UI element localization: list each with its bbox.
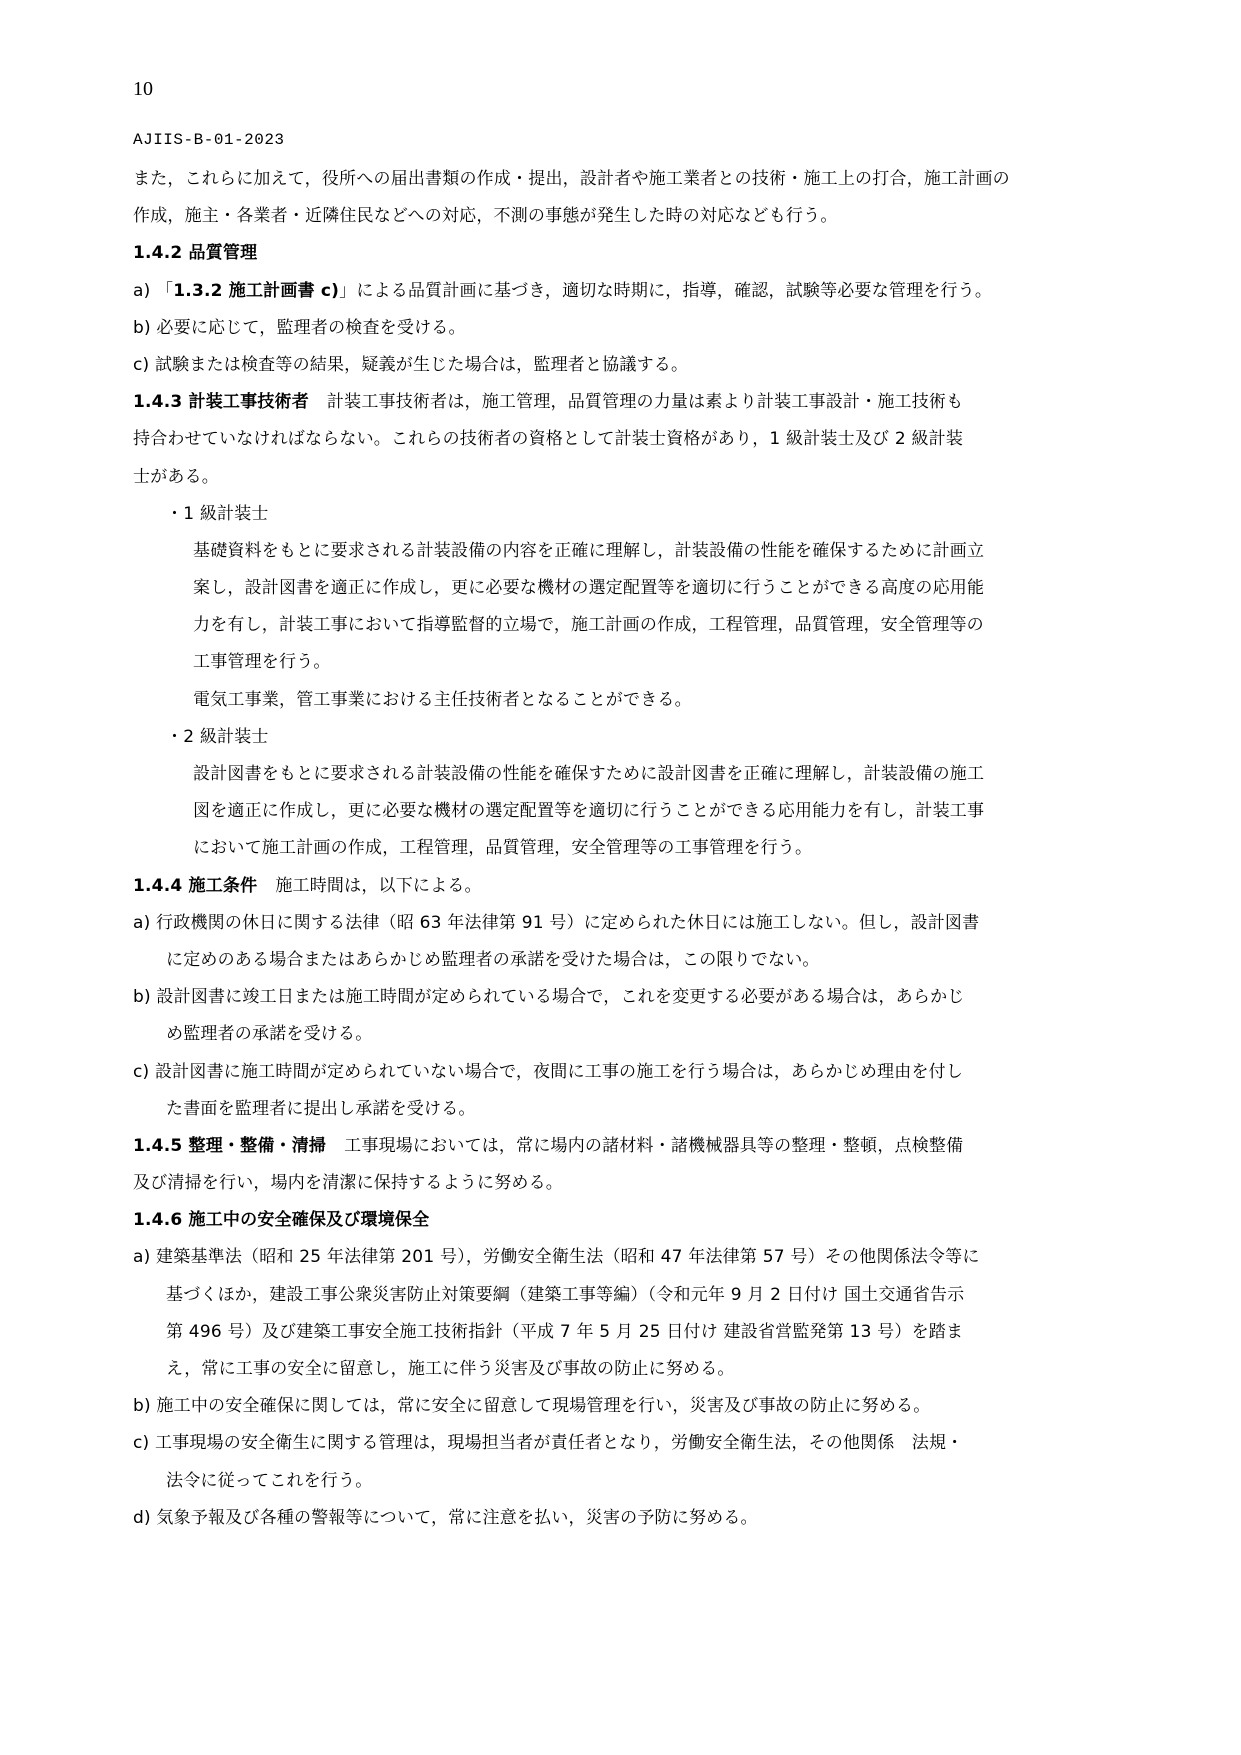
section-1-4-4-line-1 [133,868,1113,905]
section-1-4-2-item-a [133,273,1113,310]
section-1-4-6-item-c-1: c) 工事現場の安全衛生に関する管理は，現場担当者が責任者となり，労働安全衛生法，その他関係 法規・ [133,1433,964,1454]
section-1-4-6-heading: 1.4.6 施工中の安全確保及び環境保全 [133,1210,430,1231]
grade-1-line-3: 力を有し，計装工事において指導監督的立場で，施工計画の作成，工程管理，品質管理，安全管理等の [193,615,984,636]
section-1-4-4-item-a-2: に定めのある場合またはあらかじめ監理者の承諾を受けた場合は，この限りでない。 [166,949,820,970]
grade-2-line-3: において施工計画の作成，工程管理，品質管理，安全管理等の工事管理を行う。 [193,838,813,859]
grade-2-line-2: 図を適正に作成し，更に必要な機材の選定配置等を適切に行うことができる応用能力を有し，計装工事 [193,801,985,822]
section-1-4-4-item-c-2: た書面を監理者に提出し承諾を受ける。 [166,1098,476,1119]
section-1-4-4-lead: 施工時間は，以下による。 [275,875,482,896]
section-1-4-4-item-b-1: b) 設計図書に竣工日または施工時間が定められている場合で，これを変更する必要がある場合は，あらかじ [133,987,965,1008]
section-1-4-4-item-b-2: め監理者の承諾を受ける。 [166,1024,373,1045]
section-1-4-3-text-1: 計装工事技術者は，施工管理，品質管理の力量は素より計装工事設計・施工技術も [326,392,964,413]
section-1-4-4-item-c-1: c) 設計図書に施工時間が定められていない場合で，夜間に工事の施工を行う場合は，あらかじめ理由を付し [133,1061,964,1082]
section-1-4-3-heading: 1.4.3 計装工事技術者 [133,392,309,413]
section-1-4-3-line-1 [133,384,1113,421]
intro-line-2: 作成，施主・各業者・近隣住民などへの対応，不測の事態が発生した時の対応なども行う。 [133,206,838,227]
section-1-4-5-text-1: 工事現場においては，常に場内の諸材料・諸機械器具等の整理・整頓，点検整備 [344,1135,964,1156]
section-1-4-3-line-2: 持合わせていなければならない。これらの技術者の資格として計装士資格があり，1 級計装士及び 2 級計装 [133,429,964,450]
grade-2-title: ・2 級計装士 [166,726,269,747]
item-a-text: 」による品質計画に基づき，適切な時期に，指導，確認，試験等必要な管理を行う。 [339,280,993,301]
section-1-4-5-line-1 [133,1128,1113,1165]
document-code: AJIIS-B-01-2023 [133,131,285,149]
grade-1-title: ・1 級計装士 [166,503,269,524]
item-a-prefix: a) 「 [133,280,174,301]
section-1-4-6-item-a-1: a) 建築基準法（昭和 25 年法律第 201 号），労働安全衛生法（昭和 47 年法律第 57 号）その他関係法令等に [133,1247,980,1268]
grade-1-line-4: 工事管理を行う。 [193,652,331,673]
section-1-4-2-heading: 1.4.2 品質管理 [133,243,258,264]
page-number: 10 [133,78,153,100]
section-1-4-6-item-d: d) 気象予報及び各種の警報等について，常に注意を払い，災害の予防に努める。 [133,1507,758,1528]
section-1-4-5-heading: 1.4.5 整理・整備・清掃 [133,1135,327,1156]
section-1-4-6-item-a-2: 基づくほか，建設工事公衆災害防止対策要綱（建築工事等編）（令和元年 9 月 2 日付け 国土交通省告示 [166,1284,965,1305]
section-1-4-2-item-c: c) 試験または検査等の結果，疑義が生じた場合は，監理者と協議する。 [133,354,689,375]
section-1-4-6-item-a-3: 第 496 号）及び建築工事安全施工技術指針（平成 7 年 5 月 25 日付け 建設省営監発第 13 号）を踏ま [166,1321,964,1342]
grade-1-line-2: 案し，設計図書を適正に作成し，更に必要な機材の選定配置等を適切に行うことができる高度の応用能 [193,578,985,599]
document-body [133,161,1113,1537]
intro-line-1: また，これらに加えて，役所への届出書類の作成・提出，設計者や施工業者との技術・施工上の打合，施工計画の [133,169,1010,189]
section-1-4-6-item-a-4: え，常に工事の安全に留意し，施工に伴う災害及び事故の防止に努める。 [166,1359,735,1379]
section-1-4-4-item-a-1: a) 行政機関の休日に関する法律（昭 63 年法律第 91 号）に定められた休日には施工しない。但し，設計図書 [133,912,980,933]
section-1-4-4-heading: 1.4.4 施工条件 [133,875,258,896]
section-1-4-6-item-c-2: 法令に従ってこれを行う。 [166,1470,373,1491]
grade-1-line-1: 基礎資料をもとに要求される計装設備の内容を正確に理解し，計装設備の性能を確保するために計画立 [193,540,985,561]
grade-1-line-5: 電気工事業，管工事業における主任技術者となることができる。 [193,689,692,710]
grade-2-line-1: 設計図書をもとに要求される計装設備の性能を確保すために設計図書を正確に理解し，計装設備の施工 [193,764,985,784]
section-1-4-2-item-b: b) 必要に応じて，監理者の検査を受ける。 [133,317,466,338]
section-1-4-3-line-3: 士がある。 [133,466,219,487]
section-1-4-6-item-b: b) 施工中の安全確保に関しては，常に安全に留意して現場管理を行い，災害及び事故の防止に努める。 [133,1396,931,1417]
section-1-4-5-line-2: 及び清掃を行い，場内を清潔に保持するように努める。 [133,1173,563,1194]
item-a-reference: 1.3.2 施工計画書 c) [173,280,340,301]
